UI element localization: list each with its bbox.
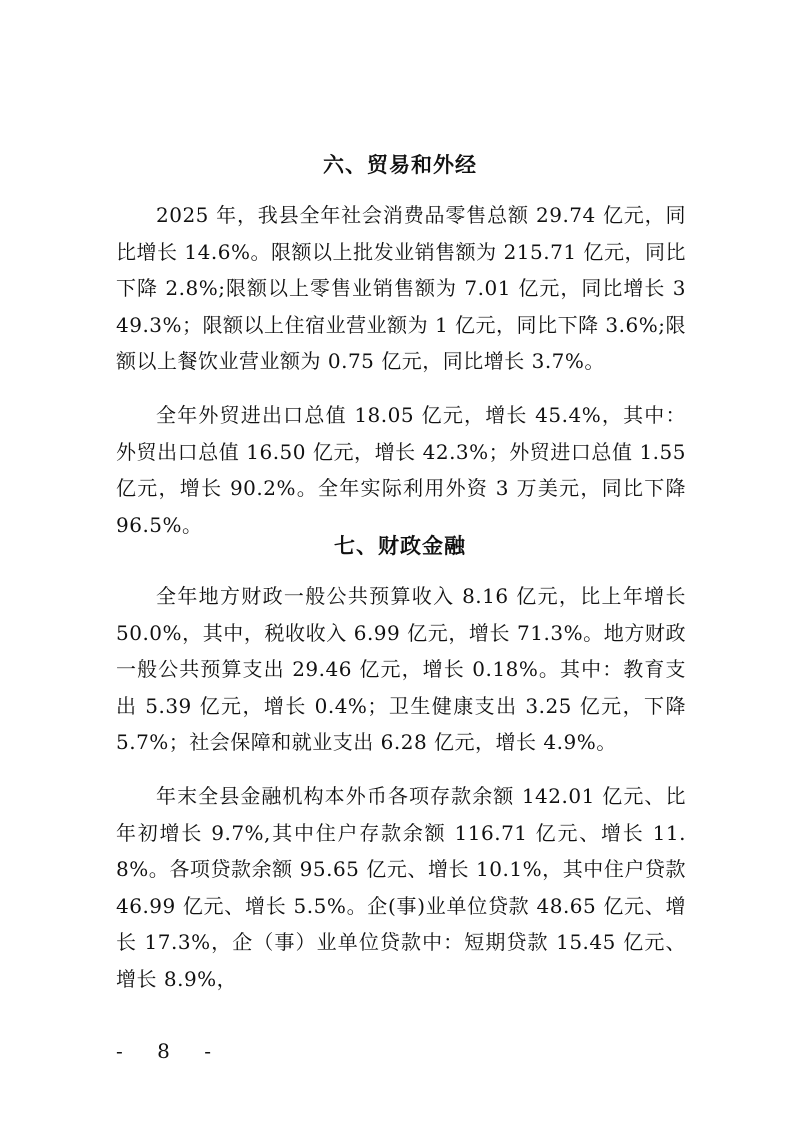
section-heading-trade: 六、贸易和外经 xyxy=(323,153,477,177)
page-number: - 8 - xyxy=(116,1039,225,1063)
section-heading-finance: 七、财政金融 xyxy=(334,534,466,558)
paragraph-deposits-loans: 年末全县金融机构本外币各项存款余额 142.01 亿元、比年初增长 9.7%,其中住户存款余额 116.71 亿元、增长 11.8%。各项贷款余额 95.65 亿元、增长 10.1%，其中住户贷款 46.99 亿元、增长 5.5%。企(事)业单位贷款 48.65 亿元、增长 17.3%，企（事）业单位贷款中：短期贷款 15.45 亿元、增长 8.9%， xyxy=(116,784,686,991)
paragraph-foreign-trade: 全年外贸进出口总值 18.05 亿元，增长 45.4%，其中：外贸出口总值 16.50 亿元，增长 42.3%；外贸进口总值 1.55 亿元，增长 90.2%。全年实际利用外资 3 万美元，同比下降 96.5%。 xyxy=(116,403,686,537)
paragraph-public-budget: 全年地方财政一般公共预算收入 8.16 亿元，比上年增长 50.0%，其中，税收收入 6.99 亿元，增长 71.3%。地方财政一般公共预算支出 29.46 亿元，增长 0.18%。其中：教育支出 5.39 亿元，增长 0.4%；卫生健康支出 3.25 亿元，下降 5.7%；社会保障和就业支出 6.28 亿元，增长 4.9%。 xyxy=(116,584,686,755)
paragraph-retail-sales: 2025 年，我县全年社会消费品零售总额 29.74 亿元，同比增长 14.6%。限额以上批发业销售额为 215.71 亿元，同比下降 2.8%;限额以上零售业销售额为 7.01 亿元，同比增长 349.3%；限额以上住宿业营业额为 1 亿元，同比下降 3.6%;限额以上餐饮业营业额为 0.75 亿元，同比增长 3.7%。 xyxy=(116,203,686,374)
